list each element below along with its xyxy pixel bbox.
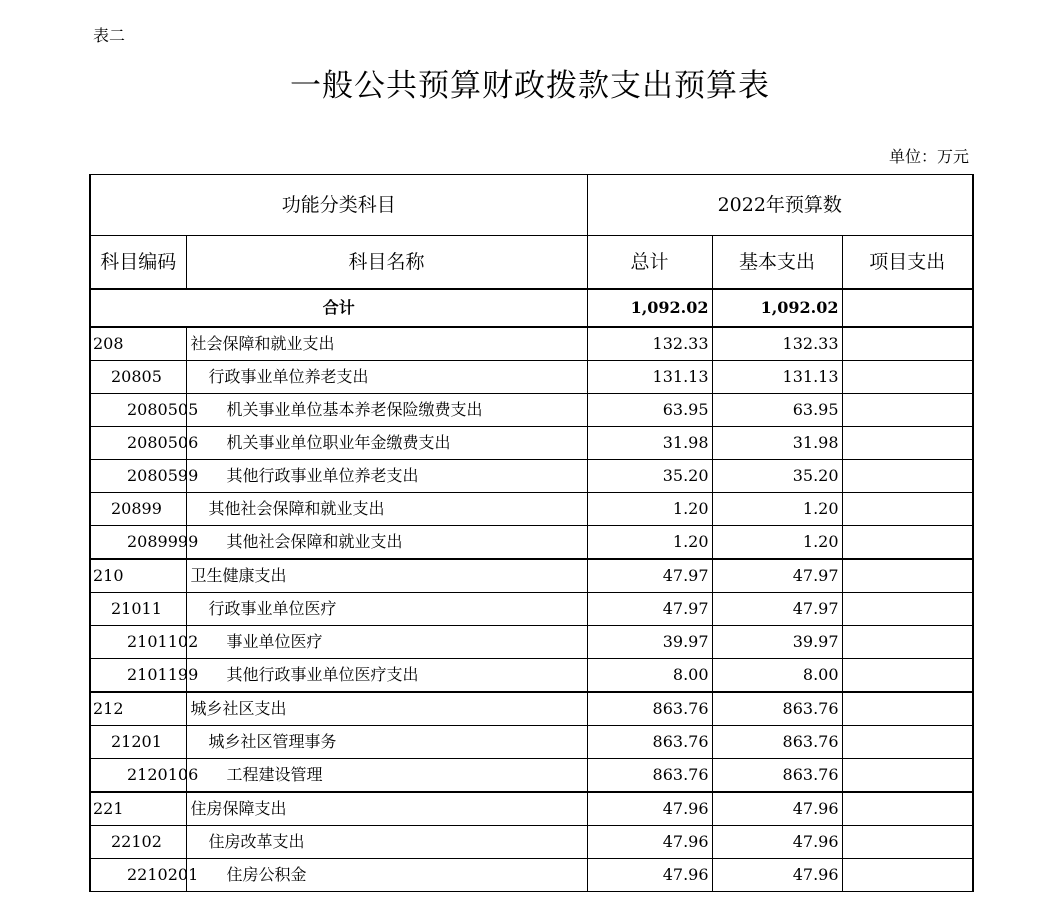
table-row — [90, 394, 973, 427]
basic-cell: 131.13 — [712, 361, 842, 394]
project-cell — [842, 361, 973, 394]
code-cell: 208 — [90, 327, 186, 361]
basic-cell: 35.20 — [712, 460, 842, 493]
table-row — [90, 526, 973, 560]
project-cell — [842, 493, 973, 526]
code-cell: 22102 — [90, 826, 186, 859]
basic-cell: 39.97 — [712, 626, 842, 659]
name-cell: 其他社会保障和就业支出 — [186, 526, 587, 560]
code-cell: 2080505 — [90, 394, 186, 427]
basic-cell: 47.96 — [712, 792, 842, 826]
code-cell: 212 — [90, 692, 186, 726]
sheet-label: 表二 — [93, 26, 126, 45]
table-row — [90, 826, 973, 859]
project-cell — [842, 593, 973, 626]
table-row — [90, 726, 973, 759]
total-label: 合计 — [90, 289, 587, 327]
code-cell: 20805 — [90, 361, 186, 394]
basic-cell: 132.33 — [712, 327, 842, 361]
code-cell: 221 — [90, 792, 186, 826]
table-row — [90, 493, 973, 526]
name-cell: 其他行政事业单位医疗支出 — [186, 659, 587, 693]
table-row — [90, 460, 973, 493]
basic-cell: 863.76 — [712, 692, 842, 726]
basic-cell: 63.95 — [712, 394, 842, 427]
name-cell: 城乡社区支出 — [186, 692, 587, 726]
project-cell — [842, 859, 973, 892]
total-cell: 47.97 — [587, 593, 712, 626]
header-row-group — [90, 175, 973, 236]
name-cell: 机关事业单位职业年金缴费支出 — [186, 427, 587, 460]
name-cell: 其他行政事业单位养老支出 — [186, 460, 587, 493]
table-row — [90, 859, 973, 892]
name-cell: 行政事业单位养老支出 — [186, 361, 587, 394]
total-cell-total: 1,092.02 — [587, 289, 712, 327]
name-cell: 城乡社区管理事务 — [186, 726, 587, 759]
code-cell: 2080599 — [90, 460, 186, 493]
code-cell: 21201 — [90, 726, 186, 759]
basic-cell: 863.76 — [712, 759, 842, 793]
project-cell — [842, 759, 973, 793]
code-cell: 2210201 — [90, 859, 186, 892]
code-cell: 2080506 — [90, 427, 186, 460]
name-cell: 住房公积金 — [186, 859, 587, 892]
total-cell: 63.95 — [587, 394, 712, 427]
table-row — [90, 659, 973, 693]
budget-table — [89, 174, 974, 892]
project-cell — [842, 394, 973, 427]
name-cell: 住房改革支出 — [186, 826, 587, 859]
total-cell-project — [842, 289, 973, 327]
project-cell — [842, 427, 973, 460]
header-row-columns — [90, 236, 973, 290]
name-cell: 行政事业单位医疗 — [186, 593, 587, 626]
total-cell: 131.13 — [587, 361, 712, 394]
total-row — [90, 289, 973, 327]
table-row — [90, 559, 973, 593]
total-cell: 47.96 — [587, 826, 712, 859]
basic-cell: 47.97 — [712, 593, 842, 626]
table-row — [90, 361, 973, 394]
table-row — [90, 692, 973, 726]
project-cell — [842, 327, 973, 361]
name-cell: 住房保障支出 — [186, 792, 587, 826]
total-cell: 863.76 — [587, 726, 712, 759]
total-cell: 863.76 — [587, 692, 712, 726]
basic-cell: 31.98 — [712, 427, 842, 460]
total-cell: 863.76 — [587, 759, 712, 793]
project-cell — [842, 559, 973, 593]
name-cell: 机关事业单位基本养老保险缴费支出 — [186, 394, 587, 427]
total-cell-basic: 1,092.02 — [712, 289, 842, 327]
project-cell — [842, 692, 973, 726]
budget-group-header: 2022年预算数 — [587, 175, 973, 236]
basic-cell: 863.76 — [712, 726, 842, 759]
code-cell: 2089999 — [90, 526, 186, 560]
name-column-header: 科目名称 — [186, 236, 587, 290]
total-cell: 47.96 — [587, 859, 712, 892]
basic-cell: 1.20 — [712, 493, 842, 526]
total-cell: 39.97 — [587, 626, 712, 659]
total-cell: 1.20 — [587, 526, 712, 560]
name-cell: 其他社会保障和就业支出 — [186, 493, 587, 526]
project-column-header: 项目支出 — [842, 236, 973, 290]
total-cell: 132.33 — [587, 327, 712, 361]
total-column-header: 总计 — [587, 236, 712, 290]
code-cell: 210 — [90, 559, 186, 593]
name-cell: 事业单位医疗 — [186, 626, 587, 659]
basic-cell: 47.96 — [712, 826, 842, 859]
table-row — [90, 626, 973, 659]
func-group-header: 功能分类科目 — [90, 175, 587, 236]
total-cell: 8.00 — [587, 659, 712, 693]
unit-label: 单位：万元 — [888, 147, 969, 166]
table-row — [90, 593, 973, 626]
project-cell — [842, 726, 973, 759]
total-cell: 47.97 — [587, 559, 712, 593]
code-cell: 20899 — [90, 493, 186, 526]
basic-column-header: 基本支出 — [712, 236, 842, 290]
code-cell: 2120106 — [90, 759, 186, 793]
project-cell — [842, 792, 973, 826]
total-cell: 47.96 — [587, 792, 712, 826]
total-cell: 31.98 — [587, 427, 712, 460]
basic-cell: 1.20 — [712, 526, 842, 560]
basic-cell: 47.97 — [712, 559, 842, 593]
project-cell — [842, 626, 973, 659]
code-cell: 2101199 — [90, 659, 186, 693]
code-column-header: 科目编码 — [90, 236, 186, 290]
project-cell — [842, 826, 973, 859]
total-cell: 35.20 — [587, 460, 712, 493]
project-cell — [842, 659, 973, 693]
code-cell: 21011 — [90, 593, 186, 626]
table-row — [90, 792, 973, 826]
project-cell — [842, 526, 973, 560]
page-title: 一般公共预算财政拨款支出预算表 — [290, 68, 770, 104]
basic-cell: 47.96 — [712, 859, 842, 892]
name-cell: 工程建设管理 — [186, 759, 587, 793]
code-cell: 2101102 — [90, 626, 186, 659]
name-cell: 卫生健康支出 — [186, 559, 587, 593]
table-row — [90, 327, 973, 361]
table-row — [90, 759, 973, 793]
basic-cell: 8.00 — [712, 659, 842, 693]
table-row — [90, 427, 973, 460]
project-cell — [842, 460, 973, 493]
total-cell: 1.20 — [587, 493, 712, 526]
name-cell: 社会保障和就业支出 — [186, 327, 587, 361]
